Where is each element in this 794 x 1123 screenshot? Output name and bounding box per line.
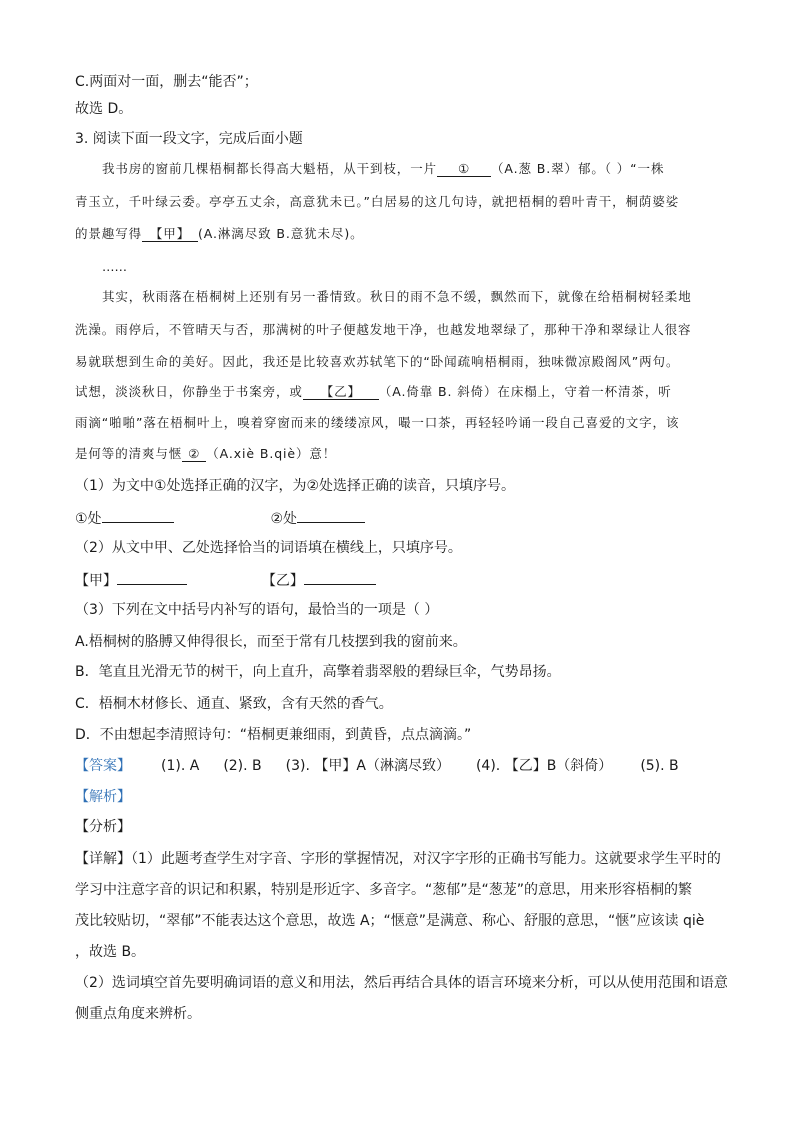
blank-2: ② [182,447,206,462]
answer-blank-yi [304,572,376,585]
passage-line-7: 试想，淡淡秋日，你静坐于书案旁，或 【乙】 （A.倚靠 B. 斜倚）在床榻上，守着一杯清茶，听 [75,384,672,399]
answer-blank-2 [297,510,365,523]
explanation-line-2: 学习中注意字音的识记和积累，特别是形近字、多音字。“葱郁”是“葱茏”的意思，用来形容梧桐的繁 [75,882,693,898]
option-d: D．不由想起李清照诗句：“梧桐更兼细雨，到黄昏，点点滴滴。” [75,727,472,743]
sub-question-1-fill: ①处 ②处 [75,510,365,527]
answer-row: 【答案】 (1). A (2). B (3). 【甲】A（淋漓尽致） (4). 【乙】B（斜倚） (5). B [75,758,679,774]
explanation-line-1: 【详解】（1）此题考查学生对字音、字形的掌握情况，对汉字字形的正确书写能力。这就要求学生平时的 [75,851,721,867]
sub-question-2: （2）从文中甲、乙处选择恰当的词语填在横线上，只填序号。 [75,540,462,556]
fenxi-label: 【分析】 [75,819,131,835]
passage-line-3: 的景趣写得 【甲】 (A.淋漓尽致 B.意犹未尽)。 [75,226,364,241]
blank-jia: 【甲】 [142,227,198,242]
explanation-line-4: ，故选 B。 [75,944,146,960]
blank-1: ① [437,162,491,177]
passage-line-9: 是何等的清爽与惬 ② （A.xiè B.qiè）意！ [75,446,337,461]
passage-line-5: 洗澡。雨停后，不管晴天与否，那满树的叶子便越发地干净，也越发地翠绿了，那种干净和翠绿让人很容 [75,322,692,337]
sub-question-1: （1）为文中①处选择正确的汉字，为②处选择正确的读音，只填序号。 [75,478,516,494]
passage-line-4: 其实，秋雨落在梧桐树上还别有另一番情致。秋日的雨不急不缓，飘然而下，就像在给梧桐树轻柔地 [102,289,692,304]
answer-blank-jia [117,572,187,585]
explanation-line-6: 侧重点角度来辨析。 [75,1006,201,1022]
blank-yi: 【乙】 [303,385,379,400]
passage-line-2: 青玉立，千叶绿云委。亭亭五丈余，高意犹未已。”白居易的这几句诗，就把梧桐的碧叶青干，桐荫婆娑 [75,194,680,209]
answer-blank-1 [102,510,174,523]
option-a: A.梧桐树的胳膊又伸得很长，而至于常有几枝摆到我的窗前来。 [75,634,467,650]
prev-answer-select-d: 故选 D。 [75,101,133,117]
analysis-label: 【解析】 [75,789,131,805]
explanation-line-5: （2）选词填空首先要明确词语的意义和用法，然后再结合具体的语言环境来分析，可以从使用范围和语意 [75,975,728,991]
explanation-line-3: 茂比较贴切，“翠郁”不能表达这个意思，故选 A；“惬意”是满意、称心、舒服的意思，“惬”应该读 qiè [75,913,705,929]
ellipsis: …… [102,259,127,274]
passage-line-1: 我书房的窗前几棵梧桐都长得高大魁梧，从干到枝，一片 ① （A.葱 B.翠）郁。（ ）“一株 [102,161,665,176]
option-b: B．笔直且光滑无节的树干，向上直升，高擎着翡翠般的碧绿巨伞，气势昂扬。 [75,664,561,680]
passage-line-6: 易就联想到生命的美好。因此，我还是比较喜欢苏轼笔下的“卧闻疏响梧桐雨，独味微凉殿阁风”两句。 [75,354,680,369]
passage-line-8: 雨滴“啪啪”落在梧桐叶上，嗅着穿窗而来的缕缕凉风，嘬一口茶，再轻轻吟诵一段自己喜爱的文字，该 [75,415,680,430]
answer-label: 【答案】 [75,758,131,774]
question-3-title: 3. 阅读下面一段文字，完成后面小题 [75,131,303,147]
option-c: C．梧桐木材修长、通直、紧致，含有天然的香气。 [75,696,393,712]
sub-question-2-fill: 【甲】 【乙】 [75,572,376,589]
sub-question-3: （3）下列在文中括号内补写的语句，最恰当的一项是（ ） [75,602,439,618]
prev-option-c: C.两面对一面，删去“能否”； [75,74,258,90]
